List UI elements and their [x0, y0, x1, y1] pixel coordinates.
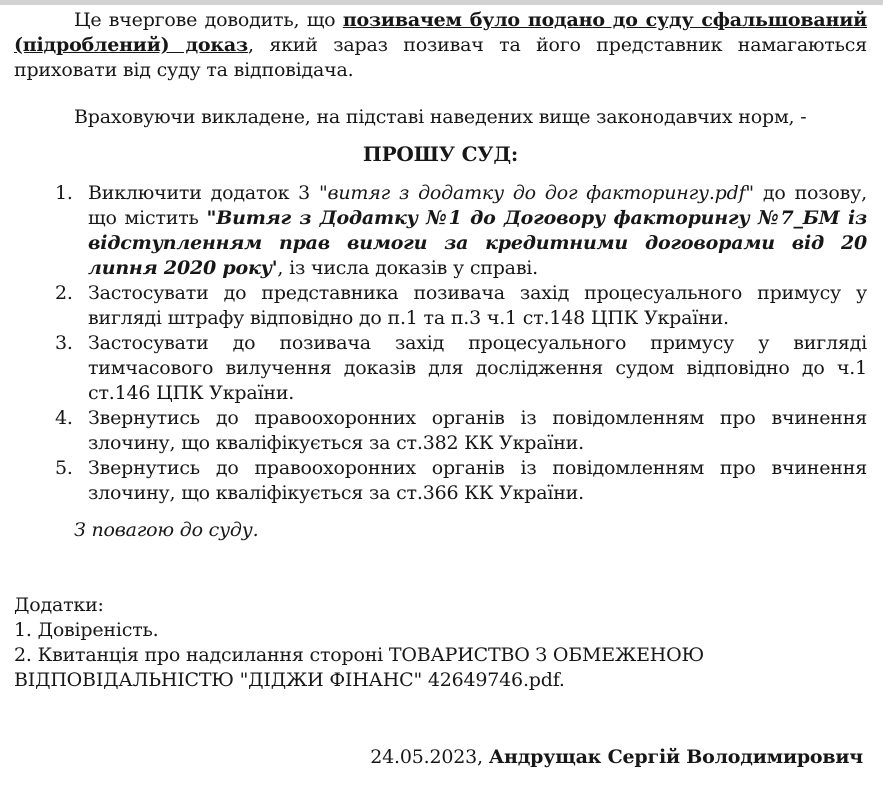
- request-list: [14, 181, 867, 506]
- preamble-paragraph: Враховуючи викладене, на підставі наведених вище законодавчих норм, -: [74, 106, 807, 128]
- list-item: [14, 331, 867, 406]
- list-item-text: Застосувати до позивача захід процесуального примусу у вигляді тимчасового вилучення доказів для дослідження судом відповідно до ч.1 ст.146 ЦПК України.: [88, 332, 867, 404]
- attachment-item: 2. Квитанція про надсилання стороні ТОВАРИСТВО З ОБМЕЖЕНОЮ ВІДПОВІДАЛЬНІСТЮ "ДІДЖИ ФІНАНС" 42649746.pdf.: [14, 644, 704, 691]
- list-item-number: 3.: [55, 332, 73, 354]
- list-item-text: Звернутись до правоохоронних органів із повідомленням про вчинення злочину, що кваліфікується за ст.382 КК України.: [88, 407, 867, 454]
- list-item-number: 2.: [55, 282, 73, 304]
- list-item: [14, 456, 867, 506]
- closing-line: З повагою до суду.: [74, 519, 259, 541]
- list-item-text: Застосувати до представника позивача захід процесуального примусу у вигляді штрафу відповідно до п.1 та п.3 ч.1 ст.148 ЦПК України.: [88, 282, 867, 329]
- intro-paragraph: Це вчергове доводить, що позивачем було подано до суду сфальшований (підроблений) доказ, який зараз позивач та його представник намагаються приховати від суду та відповідача.: [14, 9, 868, 81]
- signature-line: [14, 745, 867, 770]
- signature-date: 24.05.2023,: [370, 746, 483, 768]
- list-item-text: Звернутись до правоохоронних органів із повідомленням про вчинення злочину, що кваліфікується за ст.366 КК України.: [88, 457, 867, 504]
- attachments-title: Додатки:: [14, 594, 104, 616]
- request-heading: ПРОШУ СУД:: [362, 142, 519, 166]
- document-content: [0, 5, 883, 770]
- attachments-block: [14, 593, 867, 693]
- attachment-item: 1. Довіреність.: [14, 619, 159, 641]
- list-item: [14, 281, 867, 331]
- list-item-number: 5.: [55, 457, 73, 479]
- list-item-number: 4.: [55, 407, 73, 429]
- list-item: [14, 406, 867, 456]
- signature-name: Андрущак Сергій Володимирович: [488, 746, 863, 768]
- list-item: [14, 181, 867, 281]
- list-item-number: 1.: [55, 182, 73, 204]
- list-item-text: Виключити додаток 3 "витяг з додатку до дог факторингу.pdf" до позову, що містить "Витяг з Додатку №1 до Договору факторингу №7_БМ із відступленням прав вимоги за кредитними договорами від 20 липня 2020 року', із числа доказів у справі.: [88, 182, 867, 279]
